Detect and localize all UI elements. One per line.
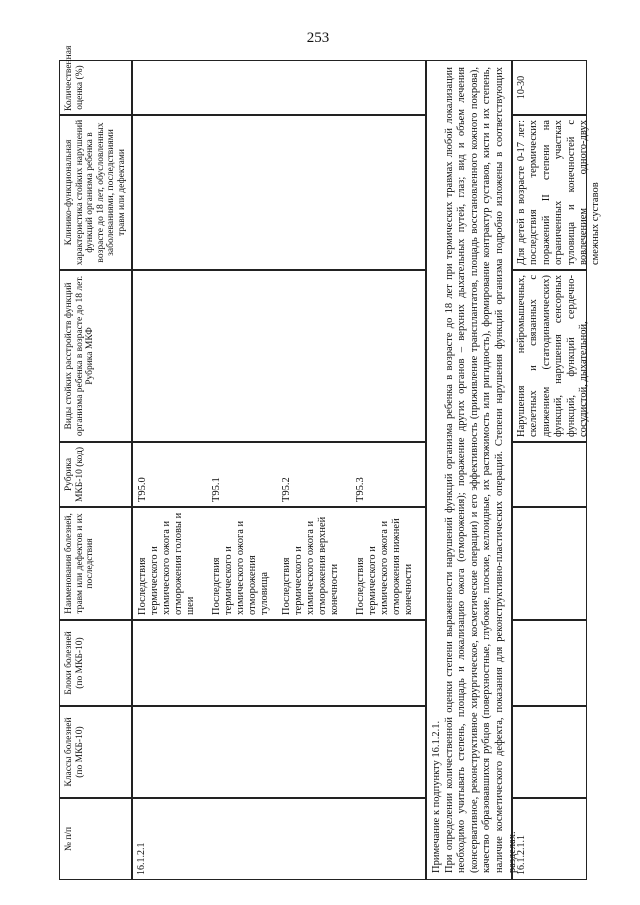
header-score: Количественная оценка (%) [59, 60, 132, 115]
row1-rubrics [132, 442, 426, 507]
row2-rubric [512, 442, 587, 507]
note-title: Примечание к подпункту 16.1.2.1. [431, 720, 442, 873]
row1-code-1: T95.0 [137, 477, 148, 502]
header-block: Блоки болезней (по МКБ-10) [59, 620, 132, 706]
row2-types: Нарушения нейромышечных, скелетных и связанных с движением (статодинамических) функций, нарушения сенсорных функций, функций сердечно-сосудистой, дыхательной, [512, 270, 587, 442]
row1-code-2: T95.1 [211, 477, 222, 502]
rotated-table-sheet [59, 45, 602, 880]
note-text: При определении количественной оценки степени выраженности нарушений функций организма ребенка в возрасте до 18 лет при термических травмах любой локализации необходимо учитывать степень, площадь и локализацию ожога (отморожения); поражение других органов – верхних дыхательных путей, глаз; вид и объем лечения (консервативное, реконструктивное хирургическое, косметические операции) и его эффективность (приживление трансплантатов, площадь восстановленного кожного покрова), качество образовавшихся рубцов (поверхностные, глубокие, плоские, келлоидные, их растяжимость или ригидность), формирование контрактур суставов, кисти и их степень, наличие косметического дефекта, показания для реконструктивно-пластических операций. Степени нарушения функций организма подробно изложены в соответствующих разделах. [443, 67, 518, 873]
note-block [426, 60, 518, 880]
row1-name-2: Последствия термического и химического ожога и отморожения туловища [211, 520, 270, 615]
row1-score [132, 60, 426, 115]
header-types: Виды стойких расстройств функций организма ребенка в возрасте до 18 лет. Рубрика МКФ [59, 270, 132, 442]
row1-block [132, 620, 426, 706]
header-number: № п/п [59, 798, 132, 880]
row2-block [512, 620, 587, 706]
header-class: Классы болезней (по МКБ-10) [59, 706, 132, 798]
row1-code-3: T95.2 [281, 477, 292, 502]
row2-clinic: Для детей в возрасте 0-17 лет: последствия термических поражений II степени на ограниченных участках туловища и конечностей с вовлечением одного-двух смежных суставов [512, 115, 587, 270]
header-rubric: Рубрика МКБ-10 (код) [59, 442, 132, 507]
row1-name-3: Последствия термического и химического ожога и отморожения верхней конечности [281, 516, 340, 615]
row2-score: 10-30 [512, 60, 587, 115]
row1-code-4: T95.3 [355, 477, 366, 502]
row1-name-1: Последствия термического и химического ожога и отморожения головы и шеи [137, 512, 196, 615]
row2-class [512, 706, 587, 798]
header-clinic: Клинико-функциональная характеристика стойких нарушений функций организма ребенка в возрасте до 18 лет, обусловленных заболеваниями, последствиями травм или дефектами [59, 115, 132, 270]
row1-class [132, 706, 426, 798]
row1-clinic [132, 115, 426, 270]
row1-number: 16.1.2.1 [132, 798, 426, 880]
row2-number: 16.1.2.1.1 [512, 798, 587, 880]
row1-names [132, 507, 426, 620]
row2-name [512, 507, 587, 620]
header-name: Наименования болезней, травм или дефектов и их последствия [59, 507, 132, 620]
row1-types [132, 270, 426, 442]
page-number: 253 [306, 30, 330, 46]
row1-name-4: Последствия термического и химического ожога и отморожения нижней конечности [355, 518, 414, 615]
